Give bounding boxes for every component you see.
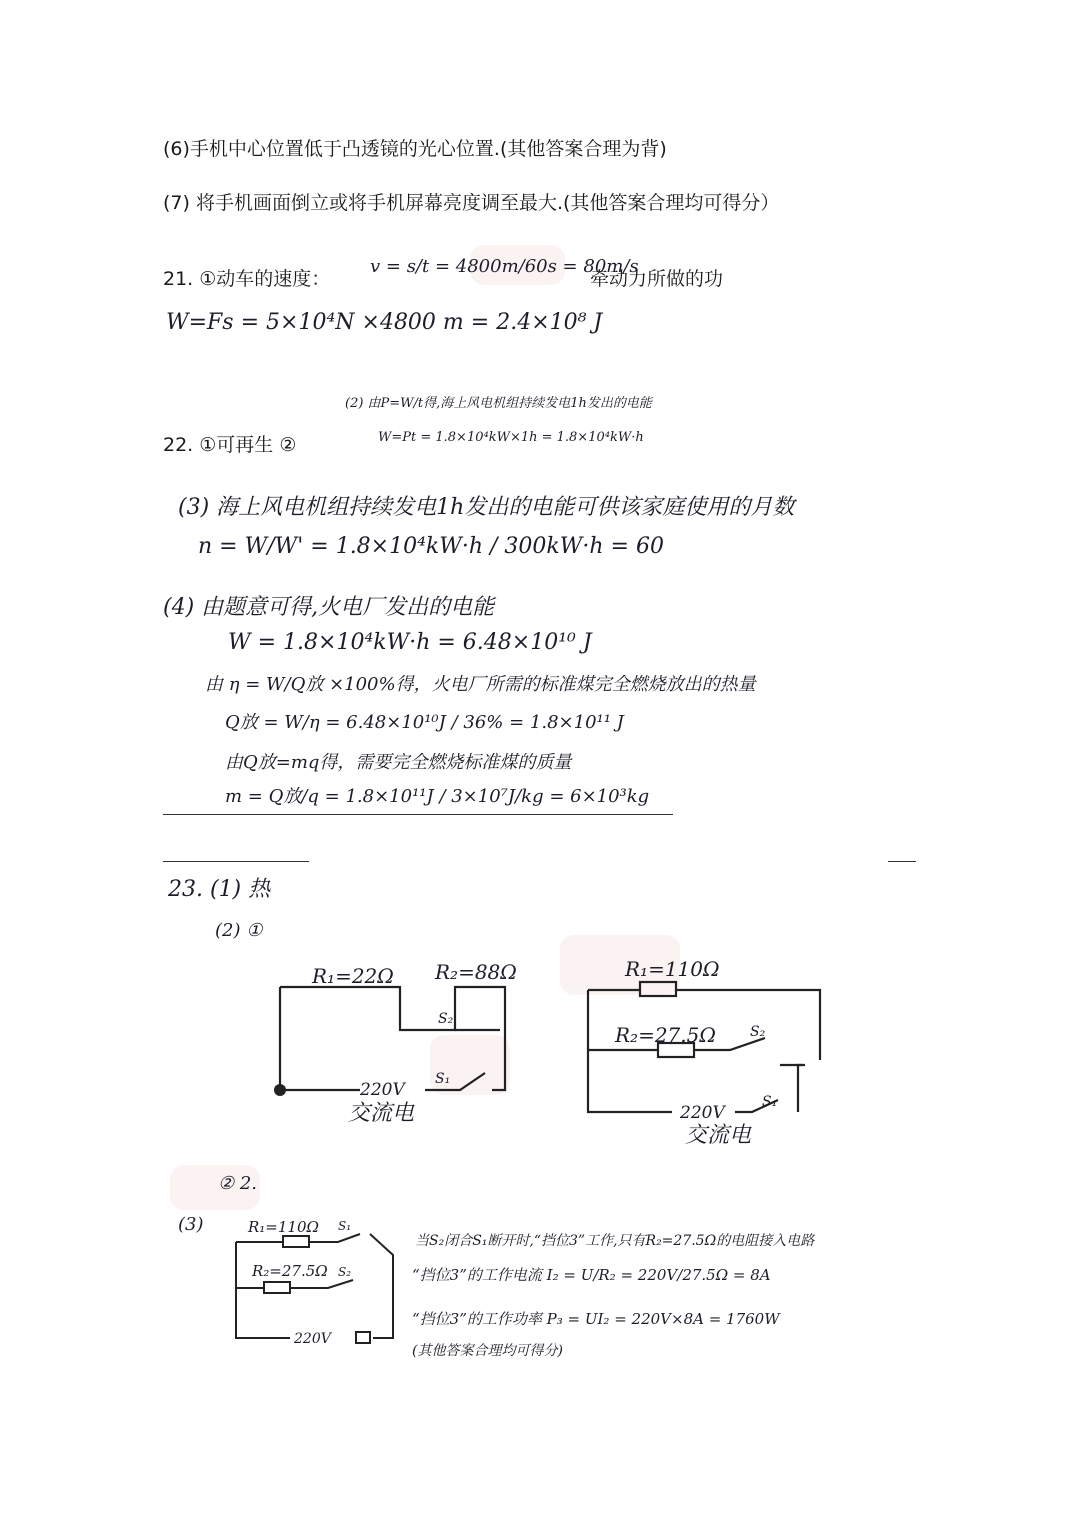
answer-q6: (6)手机中心位置低于凸透镜的光心位置.(其他答案合理为背) [163, 138, 667, 160]
q23-part3-line1: 当S₂闭合S₁断开时,“挡位3”工作,只有R₂=27.5Ω的电阻接入电路 [415, 1233, 815, 1249]
circuit-diagram-2 [580, 950, 830, 1148]
q21-speed-formula: v = s/t = 4800m/60s = 80m/s [370, 256, 639, 277]
c2-source-label: 220V [680, 1103, 725, 1123]
q22-part2-line1: (2) 由P=W/t得,海上风电机组持续发电1h发出的电能 [345, 396, 652, 411]
c2-s1-label: S₁ [762, 1094, 778, 1110]
answer-q22: 22. ①可再生 ② [163, 434, 297, 456]
divider-line [888, 861, 916, 862]
q22-part4-line2: W = 1.8×10⁴kW·h = 6.48×10¹⁰ J [228, 630, 592, 655]
q22-part3-line1: (3) 海上风电机组持续发电1h发出的电能可供该家庭使用的月数 [178, 495, 795, 520]
c2-s2-label: S₂ [750, 1024, 766, 1040]
c1-s2-label: S₂ [438, 1011, 454, 1027]
q23-part3-label: (3) [178, 1214, 204, 1235]
divider-line [163, 814, 673, 815]
q23-part2-second: ② 2. [218, 1173, 258, 1194]
c3-r2-label: R₂=27.5Ω [252, 1262, 328, 1280]
answer-q21-work-label: 牵动力所做的功 [590, 268, 724, 290]
q23-part3-line3: “挡位3”的工作功率 P₃ = UI₂ = 220V×8A = 1760W [412, 1310, 780, 1328]
c2-r1-label: R₁=110Ω [625, 957, 720, 981]
answer-q7: (7) 将手机画面倒立或将手机屏幕亮度调至最大.(其他答案合理均可得分） [163, 192, 780, 214]
c3-r1-label: R₁=110Ω [248, 1218, 319, 1236]
q22-part3-line2: n = W/W' = 1.8×10⁴kW·h / 300kW·h = 60 [198, 534, 664, 559]
q22-part4-line1: (4) 由题意可得,火电厂发出的电能 [163, 595, 495, 620]
q21-work-formula: W=Fs = 5×10⁴N ×4800 m = 2.4×10⁸ J [166, 310, 603, 335]
q22-part4-line4: Q放 = W/η = 6.48×10¹⁰J / 36% = 1.8×10¹¹ J [225, 712, 624, 733]
c3-source-label: 220V [294, 1331, 331, 1347]
c3-s2-label: S₂ [338, 1265, 352, 1279]
c1-r2-label: R₂=88Ω [435, 960, 517, 984]
c1-source-label: 220V [360, 1080, 405, 1100]
q22-part4-line3: 由 η = W/Q放 ×100%得，火电厂所需的标准煤完全燃烧放出的热量 [205, 674, 756, 695]
divider-line [163, 861, 309, 862]
c1-r1-label: R₁=22Ω [312, 964, 394, 988]
c1-ac-label: 交流电 [348, 1101, 415, 1126]
circuit-diagram-3 [228, 1210, 408, 1350]
q23-part3-line4: (其他答案合理均可得分) [412, 1343, 563, 1359]
q23-part3-line2: “挡位3”的工作电流 I₂ = U/R₂ = 220V/27.5Ω = 8A [412, 1266, 771, 1284]
q23-part1: 23. (1) 热 [168, 877, 271, 902]
c3-s1-label: S₁ [338, 1219, 352, 1233]
circuit-diagram-1 [270, 955, 530, 1125]
c1-s1-label: S₁ [435, 1071, 451, 1087]
answer-q21: 21. ①动车的速度： [163, 268, 331, 290]
c2-r2-label: R₂=27.5Ω [615, 1023, 716, 1047]
junction-dot [274, 1084, 286, 1096]
c2-ac-label: 交流电 [685, 1123, 752, 1148]
q23-part2-label: (2) ① [215, 920, 263, 941]
q22-part4-line5: 由Q放=mq得，需要完全燃烧标准煤的质量 [225, 752, 572, 773]
q22-part2-line2: W=Pt = 1.8×10⁴kW×1h = 1.8×10⁴kW·h [378, 430, 644, 445]
q22-part4-line6: m = Q放/q = 1.8×10¹¹J / 3×10⁷J/kg = 6×10³kg [225, 786, 650, 807]
